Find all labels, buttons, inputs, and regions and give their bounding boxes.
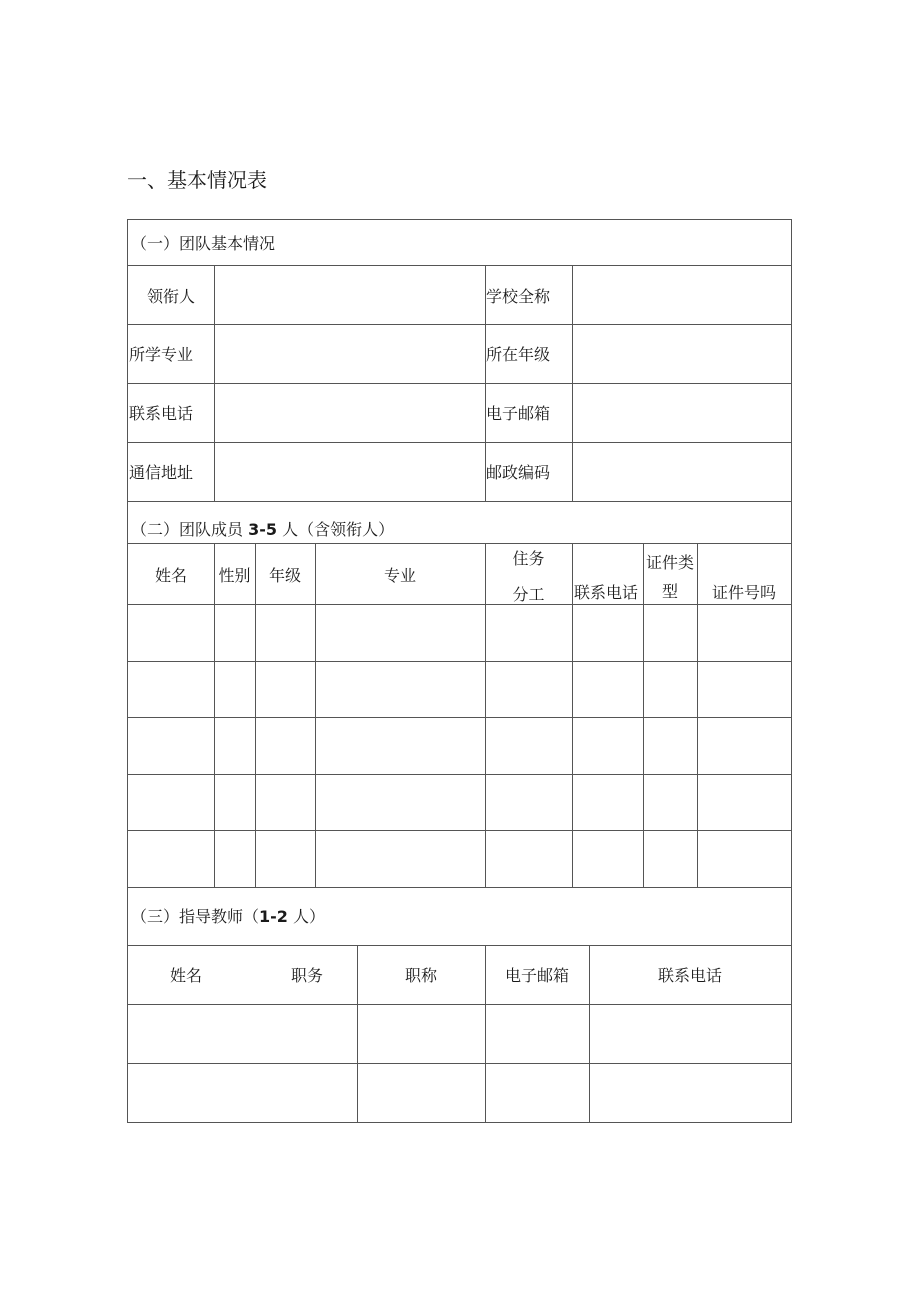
header-name: 姓名 [154, 566, 187, 585]
col-rule [255, 544, 256, 887]
header-task-line2: 分工 [512, 585, 545, 604]
label-postcode: 邮政编码 [486, 463, 551, 482]
rule-member-row [128, 717, 791, 718]
basic-info-form [127, 219, 792, 1123]
rule-members-header [128, 604, 791, 605]
label-grade: 所在年级 [486, 345, 551, 364]
teacher-header-title: 职称 [404, 966, 437, 985]
rule-row-address [128, 501, 791, 502]
label-phone: 联系电话 [129, 404, 194, 423]
rule-member-row [128, 830, 791, 831]
header-task-line1: 住务 [512, 549, 545, 568]
col-rule [572, 266, 573, 501]
header-id-number: 证件号吗 [711, 583, 776, 602]
page-title: 一、基本情况表 [127, 168, 267, 192]
rule-row-phone [128, 442, 791, 443]
label-leader: 领衔人 [146, 287, 195, 306]
rule-row-leader [128, 324, 791, 325]
header-phone: 联系电话 [574, 583, 639, 602]
header-major: 专业 [383, 566, 416, 585]
section3-title-prefix: （三）指导教师（ [131, 907, 260, 926]
teacher-header-position: 职务 [291, 966, 324, 985]
rule-member-row [128, 887, 791, 888]
section2-title-prefix: （二）团队成员 [131, 520, 249, 539]
rule-teacher-row [128, 1063, 791, 1064]
label-email: 电子邮箱 [486, 404, 551, 423]
rule-row-major [128, 383, 791, 384]
rule-section3-header [128, 945, 791, 946]
col-rule [572, 544, 573, 887]
col-rule [214, 544, 215, 887]
label-address: 通信地址 [129, 463, 194, 482]
header-grade: 年级 [268, 566, 301, 585]
section3-title-suffix: 人） [287, 907, 326, 926]
section1-title: （一）团队基本情况 [131, 234, 276, 253]
header-id-type-line1: 证件类 [645, 553, 694, 572]
rule-member-row [128, 661, 791, 662]
section3-title [131, 907, 325, 927]
section2-title-suffix: 人（含领衔人） [277, 520, 395, 539]
label-major: 所学专业 [129, 345, 194, 364]
teacher-header-phone: 联系电话 [657, 966, 722, 985]
section3-title-num: 1-2 [259, 907, 288, 926]
rule-teachers-header [128, 1004, 791, 1005]
teacher-header-name: 姓名 [170, 966, 203, 985]
section2-title-num: 3-5 [248, 520, 277, 539]
col-rule [214, 266, 215, 501]
rule-member-row [128, 774, 791, 775]
rule-section1-header [128, 265, 791, 266]
header-id-type-line2: 型 [661, 582, 678, 601]
label-school: 学校全称 [486, 287, 551, 306]
section2-title [131, 520, 394, 540]
teacher-header-email: 电子邮箱 [504, 966, 569, 985]
col-rule [315, 544, 316, 887]
rule-section2-header [128, 543, 791, 544]
header-gender: 性别 [218, 566, 251, 585]
